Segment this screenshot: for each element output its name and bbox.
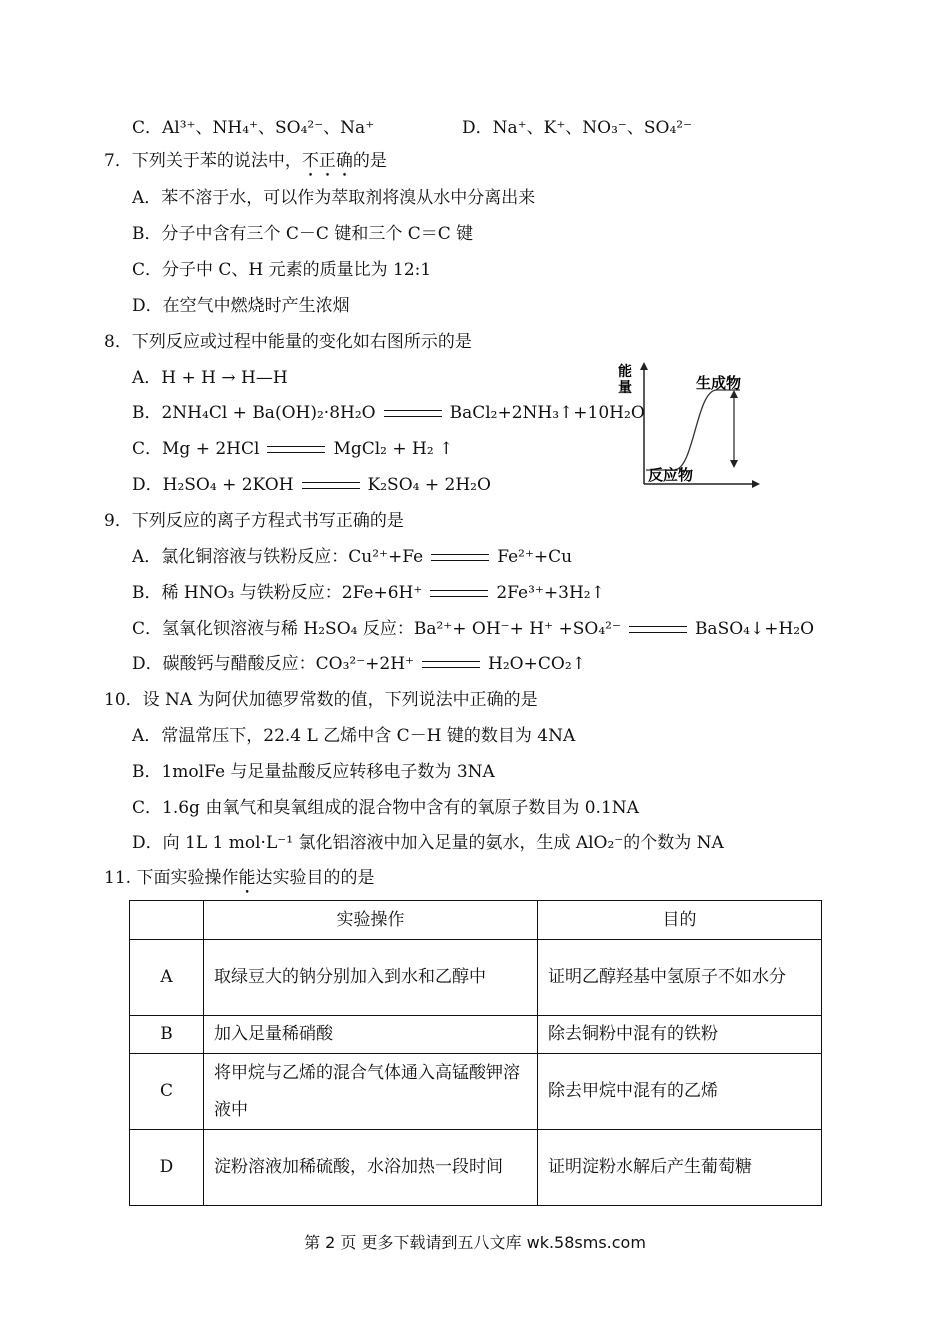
question-8-option-d: D．H₂SO₄ + 2KOH K₂SO₄ + 2H₂O: [132, 475, 491, 495]
row-key: D: [130, 1130, 204, 1206]
row-operation: 淀粉溶液加稀硫酸，水浴加热一段时间: [204, 1130, 538, 1206]
row-key: B: [130, 1016, 204, 1054]
y-axis-arrow: [640, 362, 648, 370]
reactant-label: 反应物: [648, 466, 694, 484]
equals-sign: [267, 446, 325, 453]
row-goal: 证明淀粉水解后产生葡萄糖: [538, 1130, 822, 1206]
table-row: [130, 1016, 822, 1054]
question-7-option-b: B．分子中含有三个 C－C 键和三个 C＝C 键: [132, 224, 474, 244]
table-header: 实验操作: [204, 901, 538, 940]
question-9-option-b: B．稀 HNO₃ 与铁粉反应：2Fe+6H⁺ 2Fe³⁺+3H₂↑: [132, 583, 605, 603]
question-8-option-c: C．Mg + 2HCl MgCl₂ + H₂ ↑: [132, 439, 454, 459]
table-header-row: [130, 901, 822, 940]
energy-diagram: [612, 360, 762, 490]
equals-sign: [430, 590, 488, 597]
question-7-option-c: C．分子中 C、H 元素的质量比为 12:1: [132, 260, 432, 280]
question-8-option-b: B．2NH₄Cl + Ba(OH)₂·8H₂O BaCl₂+2NH₃↑+10H₂O: [132, 403, 645, 423]
question-9-stem: 9．下列反应的离子方程式书写正确的是: [104, 511, 404, 531]
question-7-option-a: A．苯不溶于水，可以作为萃取剂将溴从水中分离出来: [132, 188, 536, 208]
table-header: [130, 901, 204, 940]
question-8-option-a: A．H + H → H—H: [132, 368, 288, 388]
question-11-stem: 11. 下面实验操作能达实验目的的是: [104, 868, 375, 888]
experiment-table: [129, 900, 822, 1206]
equals-sign: [422, 661, 480, 668]
gap-arrow-down: [730, 460, 738, 468]
equals-sign: [302, 482, 360, 489]
energy-curve: [646, 390, 740, 470]
table-row: [130, 1130, 822, 1206]
page-footer: 第 2 页 更多下载请到五八文库 wk.58sms.com: [304, 1233, 646, 1252]
question-8-stem: 8．下列反应或过程中能量的变化如右图所示的是: [104, 332, 472, 352]
question-10-option-d: D．向 1L 1 mol·L⁻¹ 氯化铝溶液中加入足量的氨水，生成 AlO₂⁻的个数为 NA: [132, 833, 724, 853]
question-10-option-b: B．1molFe 与足量盐酸反应转移电子数为 3NA: [132, 762, 495, 782]
equals-sign: [431, 554, 489, 561]
question-7-option-d: D．在空气中燃烧时产生浓烟: [132, 296, 350, 316]
table-row: [130, 1054, 822, 1130]
row-operation: 将甲烷与乙烯的混合气体通入高锰酸钾溶液中: [204, 1054, 538, 1130]
table-header: 目的: [538, 901, 822, 940]
option-d-ions: D．Na⁺、K⁺、NO₃⁻、SO₄²⁻: [462, 118, 693, 138]
emphasis-dotted: 不正确: [301, 151, 353, 171]
table-row: [130, 940, 822, 1016]
row-key: A: [130, 940, 204, 1016]
row-goal: 证明乙醇羟基中氢原子不如水分: [538, 940, 822, 1016]
question-10-option-c: C．1.6g 由氧气和臭氧组成的混合物中含有的氧原子数目为 0.1NA: [132, 798, 639, 818]
product-label: 生成物: [696, 374, 742, 392]
question-10-option-a: A．常温常压下，22.4 L 乙烯中含 C－H 键的数目为 4NA: [132, 726, 576, 746]
row-goal: 除去铜粉中混有的铁粉: [538, 1016, 822, 1054]
row-goal: 除去甲烷中混有的乙烯: [538, 1054, 822, 1130]
equals-sign: [629, 626, 687, 633]
question-7-stem: 7．下列关于苯的说法中，不正确的是: [104, 151, 387, 171]
question-9-option-c: C．氢氧化钡溶液与稀 H₂SO₄ 反应：Ba²⁺+ OH⁻+ H⁺ +SO₄²⁻ BaSO₄↓+H₂O: [132, 619, 815, 639]
x-axis-arrow: [752, 480, 760, 488]
row-key: C: [130, 1054, 204, 1130]
equals-sign: [384, 410, 442, 417]
y-axis-label-1: 能: [618, 364, 632, 380]
emphasis-dotted: 能: [238, 868, 256, 888]
row-operation: 加入足量稀硝酸: [204, 1016, 538, 1054]
question-10-stem: 10．设 NA 为阿伏加德罗常数的值，下列说法中正确的是: [104, 690, 538, 710]
row-operation: 取绿豆大的钠分别加入到水和乙醇中: [204, 940, 538, 1016]
y-axis-label-2: 量: [618, 380, 632, 396]
question-9-option-a: A．氯化铜溶液与铁粉反应：Cu²⁺+Fe Fe²⁺+Cu: [132, 547, 573, 567]
question-9-option-d: D．碳酸钙与醋酸反应：CO₃²⁻+2H⁺ H₂O+CO₂↑: [132, 654, 586, 674]
option-c-ions: C．Al³⁺、NH₄⁺、SO₄²⁻、Na⁺: [132, 118, 375, 138]
